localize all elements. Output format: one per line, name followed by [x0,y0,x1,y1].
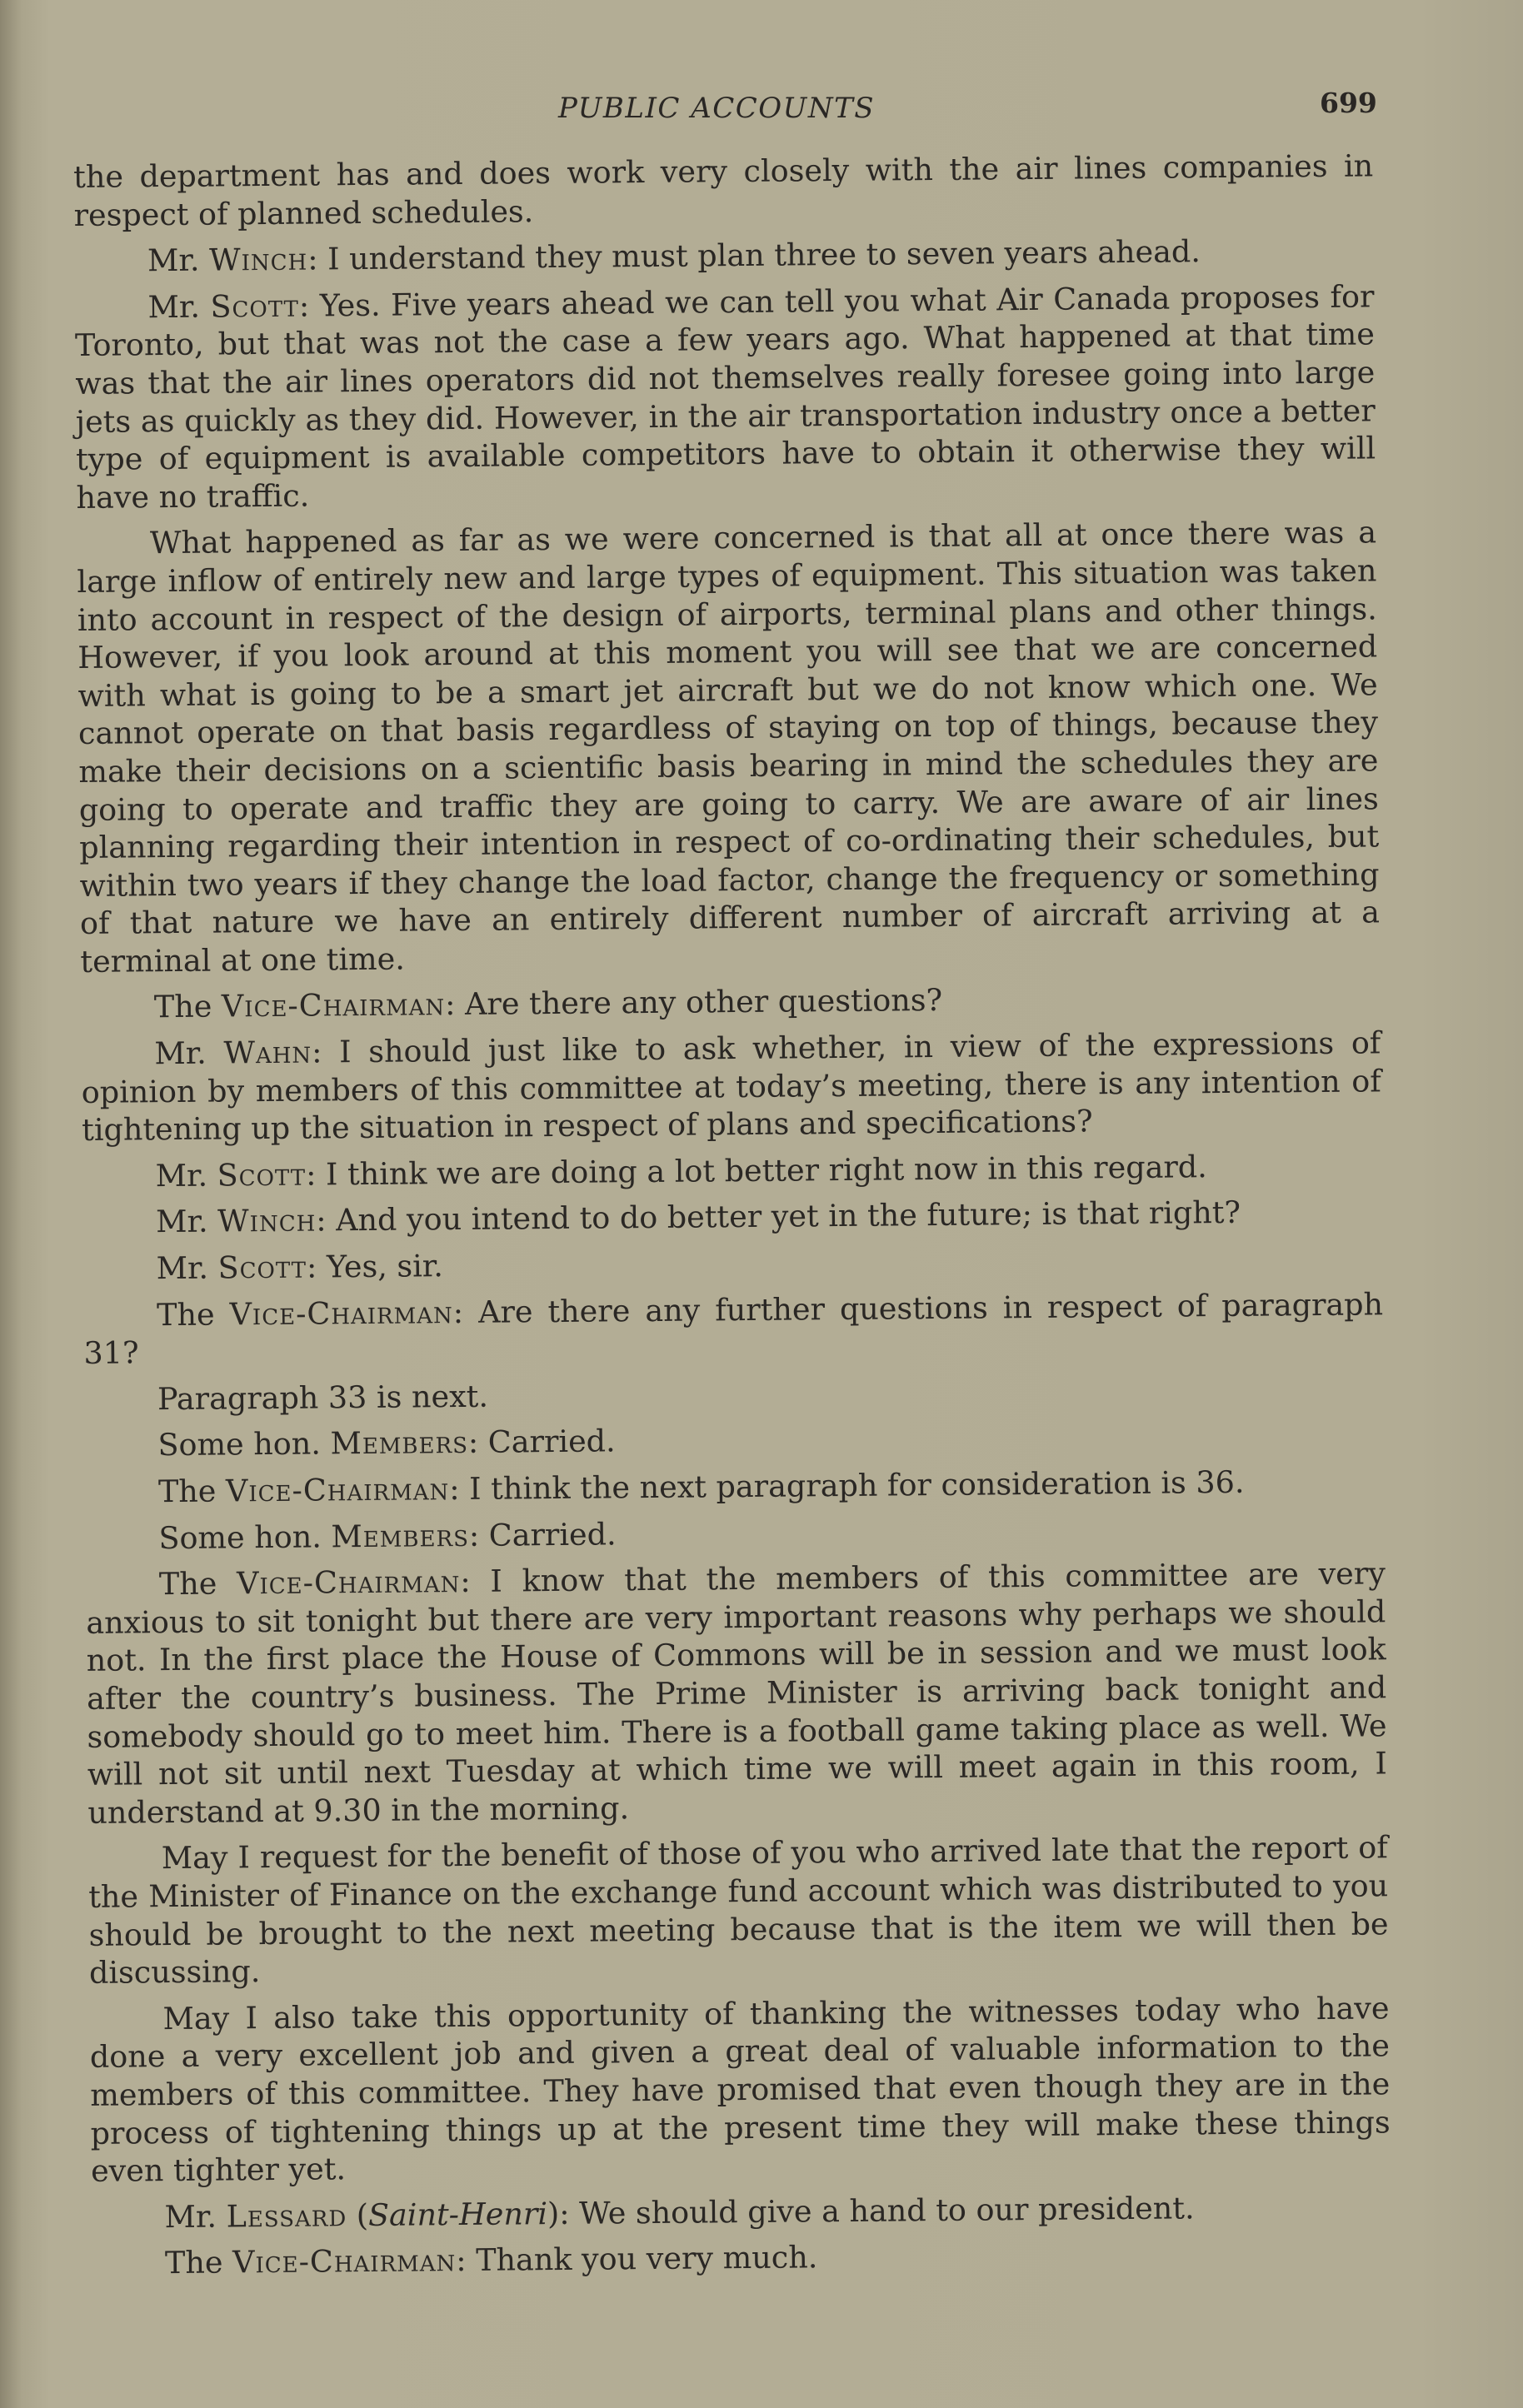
paragraph: May I request for the benefit of those of you who arrived late that the report of the Minister of Finance on the exchange fund account which was distributed to you should be brought to the next meeting because that is the item we will then be discussing. [88,1829,1389,1992]
paragraph: the department has and does work very closely with the air lines companies in respect of planned schedules. [73,147,1374,233]
speaker-name: Scott [217,1156,307,1194]
paragraph: What happened as far as we were concerned is that all at once there was a large inflow of entirely new and large types of equipment. This situation was taken into account in respect of the design of airports, terminal plans and other things. However, if you look around at this moment you will see that we are concerned with what is going to be a smart jet aircraft but we do not know which one. We cannot operate on that basis regardless of staying on top of things, because they make their decisions on a scientific basis bearing in mind the schedules they are going to operate and traffic they are going to carry. We are aware of air lines planning regarding their intention in respect of co-ordinating their schedules, but within two years if they change the load factor, change the frequency or something of that nature we have an entirely different number of aircraft arriving at a terminal at one time. [77,514,1381,980]
speech-paragraph: Mr. Winch: And you intend to do better yet in the future; is that right? [155,1194,1241,1240]
speech-paragraph: The Vice-Chairman: Thank you very much. [164,2239,818,2281]
riding-name: Saint-Henri [367,2195,548,2233]
speaker-name: Winch [208,241,308,278]
speaker-name: Vice-Chairman [232,2242,457,2281]
paragraph: Paragraph 33 is next. [157,1378,489,1417]
speaker-name: Members [331,1517,470,1554]
speaker-name: Winch [217,1202,317,1239]
speech-paragraph: The Vice-Chairman: Are there any other questions? [153,982,943,1025]
running-title: PUBLIC ACCOUNTS [557,92,876,125]
speech-paragraph: Mr. Lessard (Saint-Henri): We should give a hand to our president. [164,2190,1195,2235]
page-header [0,87,1523,137]
speech-paragraph: Mr. Scott: I think we are doing a lot better right now in this regard. [155,1149,1207,1194]
speaker-name: Vice-Chairman [236,1563,461,1602]
speaker-name: Scott [210,287,300,325]
speech-paragraph: Mr. Wahn: I should just like to ask whether, in view of the expressions of opinion by members of this committee at today’s meeting, there is any intention of tightening up the situation in respect of plans and specifications? [81,1025,1381,1149]
speaker-name: Wahn [223,1034,312,1071]
speech-paragraph: Mr. Winch: I understand they must plan three to seven years ahead. [147,233,1201,279]
speech-paragraph: The Vice-Chairman: Are there any further questions in respect of paragraph 31? [83,1285,1384,1372]
speech-paragraph: Mr. Scott: Yes. Five years ahead we can tell you what Air Canada proposes for Toronto, but that was not the case a few years ago. What happened at that time was that the air lines operators did not themselves really foresee going into large jets as quickly as they did. However, in the air transportation industry once a better type of equipment is available competitors have to obtain it otherwise they will have no traffic. [74,278,1376,516]
speech-paragraph: Some hon. Members: Carried. [158,1515,617,1556]
speech-paragraph: Mr. Scott: Yes, sir. [156,1248,444,1287]
page-number: 699 [1320,87,1377,119]
speaker-name: Members [330,1424,469,1462]
speaker-name: Scott [217,1249,307,1286]
speech-paragraph: The Vice-Chairman: I think the next paragraph for consideration is 36. [157,1463,1245,1510]
speaker-name: Lessard [226,2196,347,2235]
speech-paragraph: The Vice-Chairman: I know that the members of this committee are very anxious to sit tonight but there are very important reasons why perhaps we should not. In the first place the House of Commons will be in session and we must look after the country’s business. The Prime Minister is arriving back tonight and somebody should go to meet him. There is a football game taking place as well. We will not sit until next Tuesday at which time we will meet again in this room, I understand at 9.30 in the morning. [86,1555,1388,1831]
speaker-name: Vice-Chairman [229,1294,453,1333]
paragraph: May I also take this opportunity of thanking the witnesses today who have done a very excellent job and given a great deal of valuable information to the members of this committee. They have promised that even though they are in the process of tightening things up at the present time they will make these things even tighter yet. [89,1990,1391,2190]
speech-paragraph: Some hon. Members: Carried. [157,1423,616,1463]
speaker-name: Vice-Chairman [225,1471,450,1509]
body-text [73,147,1391,2291]
speaker-name: Vice-Chairman [221,986,446,1025]
